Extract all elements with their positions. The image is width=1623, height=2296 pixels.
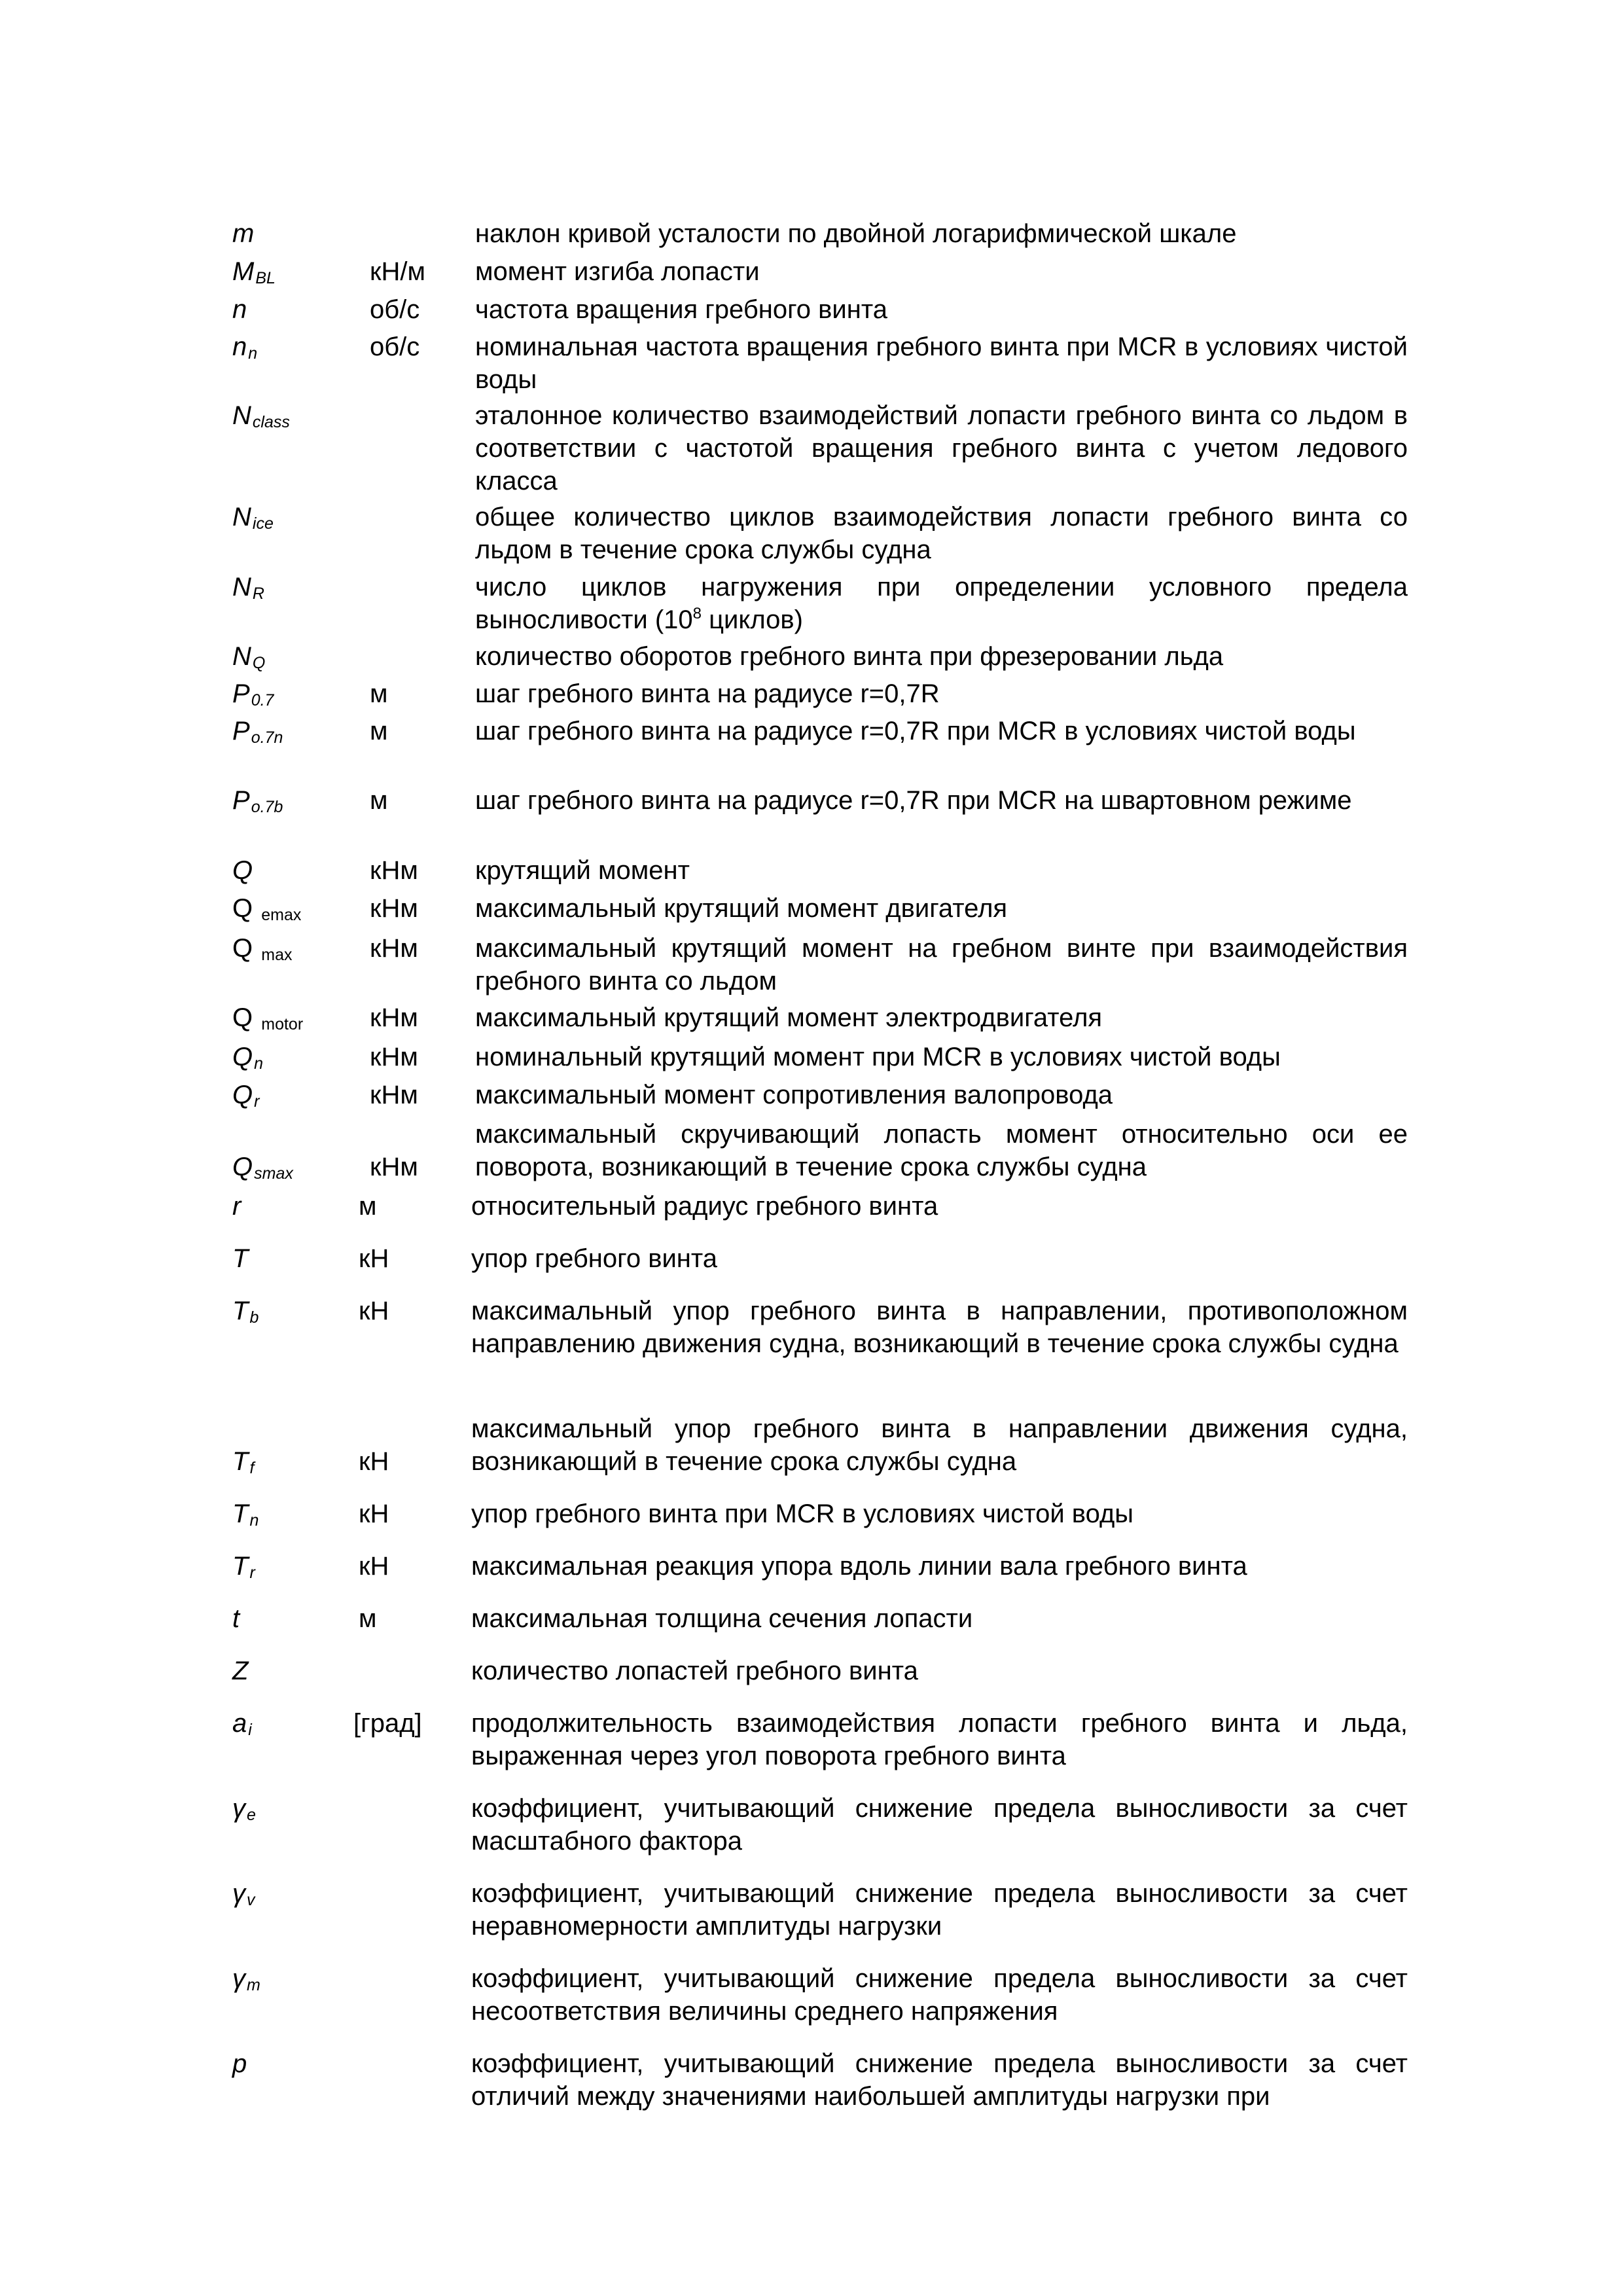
description: коэффициент, учитывающий снижение предела выносливости за счет масштабного фактора: [471, 1794, 1408, 1856]
symbol: $T_n$: [232, 1499, 259, 1530]
description: максимальный упор гребного винта в направлении движения судна, возникающий в течение срока службы судна: [471, 1414, 1408, 1476]
symbol: m: [232, 219, 255, 248]
description: эталонное количество взаимодействий лопасти гребного винта со льдом в соответствии с частотой вращения гребного винта с учетом ледового класса: [475, 401, 1408, 495]
symbol: $T_b$: [232, 1297, 259, 1327]
description: максимальный скручивающий лопасть момент относительно оси ее поворота, возникающий в течение срока службы судна: [475, 1120, 1408, 1181]
symbol: $P_{0.7}$: [232, 679, 274, 709]
unit: об/с: [370, 295, 420, 324]
description: максимальный момент сопротивления валопровода: [475, 1081, 1113, 1109]
unit: кН/м: [370, 257, 425, 286]
unit: кНм: [370, 934, 418, 963]
symbol: $P_{o.7n}$: [232, 717, 283, 747]
symbol: t: [232, 1604, 240, 1633]
symbol: $Q_n$: [232, 1043, 264, 1073]
description: общее количество циклов взаимодействия лопасти гребного винта со льдом в течение срока службы судна: [475, 503, 1408, 564]
description: момент изгиба лопасти: [475, 257, 760, 286]
symbol: p: [232, 2049, 247, 2078]
symbol: Q $_{motor}$: [232, 1003, 304, 1033]
description: крутящий момент: [475, 856, 690, 885]
description: максимальный упор гребного винта в направлении, противоположном направлению движения судна, возникающий в течение срока службы судна: [471, 1297, 1408, 1358]
description: номинальный крутящий момент при MCR в условиях чистой воды: [475, 1043, 1281, 1071]
description: упор гребного винта: [471, 1244, 718, 1273]
unit: м: [370, 679, 388, 708]
symbol: $T_r$: [232, 1552, 255, 1582]
symbol: $\gamma_m$: [232, 1964, 260, 1994]
unit: кНм: [370, 894, 418, 923]
symbol: $\gamma_e$: [232, 1794, 256, 1824]
unit: кН: [359, 1499, 389, 1528]
symbol: $N_{class}$: [232, 401, 290, 431]
description: наклон кривой усталости по двойной логарифмической шкале: [475, 219, 1237, 248]
symbol: $T_f$: [232, 1447, 255, 1477]
symbol: $Q_{smax}$: [232, 1153, 293, 1183]
unit: кНм: [370, 1003, 418, 1032]
symbol: $\gamma_v$: [232, 1879, 255, 1909]
description: максимальная толщина сечения лопасти: [471, 1604, 973, 1633]
symbol: n: [232, 295, 247, 324]
symbol: $P_{o.7b}$: [232, 786, 283, 816]
symbol: $a_i$: [232, 1709, 252, 1739]
description: номинальная частота вращения гребного винта при MCR в условиях чистой воды: [475, 332, 1408, 394]
symbol: T: [232, 1244, 249, 1273]
description: максимальный крутящий момент на гребном винте при взаимодействия гребного винта со льдом: [475, 934, 1408, 996]
description: максимальный крутящий момент электродвигателя: [475, 1003, 1103, 1032]
symbol: r: [232, 1192, 241, 1221]
unit: кН: [359, 1552, 389, 1581]
unit: кНм: [370, 1081, 418, 1109]
description: коэффициент, учитывающий снижение предела выносливости за счет неравномерности амплитуды нагрузки: [471, 1879, 1408, 1941]
symbol: $N_R$: [232, 573, 264, 603]
description: количество оборотов гребного винта при фрезеровании льда: [475, 642, 1224, 671]
description: шаг гребного винта на радиусе r=0,7R при MCR в условиях чистой воды: [475, 717, 1356, 745]
unit: кН: [359, 1447, 389, 1476]
symbol: $Q_r$: [232, 1081, 260, 1111]
unit: кНм: [370, 856, 418, 885]
unit: кН: [359, 1244, 389, 1273]
description: относительный радиус гребного винта: [471, 1192, 938, 1221]
description: упор гребного винта при MCR в условиях чистой воды: [471, 1499, 1134, 1528]
description: коэффициент, учитывающий снижение предела выносливости за счет несоответствия величины среднего напряжения: [471, 1964, 1408, 2026]
symbol: Q $_{emax}$: [232, 894, 302, 924]
unit: м: [359, 1192, 377, 1221]
unit: м: [359, 1604, 377, 1633]
symbol: $M_{BL}$: [232, 257, 276, 287]
description: частота вращения гребного винта: [475, 295, 887, 324]
symbol: $N_{ice}$: [232, 503, 274, 533]
description: количество лопастей гребного винта: [471, 1657, 918, 1685]
symbol: Z: [232, 1657, 249, 1685]
description: шаг гребного винта на радиусе r=0,7R при MCR на швартовном режиме: [475, 786, 1352, 815]
description: продолжительность взаимодействия лопасти гребного винта и льда, выраженная через угол поворота гребного винта: [471, 1709, 1408, 1770]
symbol: $N_Q$: [232, 642, 266, 672]
unit: м: [370, 786, 388, 815]
description: число циклов нагружения при определении условного предела выносливости ($10^8$ циклов): [475, 573, 1408, 634]
unit: кН: [359, 1297, 389, 1325]
unit: кНм: [370, 1153, 418, 1181]
symbol: $n_n$: [232, 332, 258, 363]
description: коэффициент, учитывающий снижение предела выносливости за счет отличий между значениями наибольшей амплитуды нагрузки при: [471, 2049, 1408, 2111]
symbol: Q $_{max}$: [232, 934, 293, 964]
symbol: Q: [232, 856, 253, 885]
description: шаг гребного винта на радиусе r=0,7R: [475, 679, 940, 708]
description: максимальный крутящий момент двигателя: [475, 894, 1008, 923]
unit: м: [370, 717, 388, 745]
unit: кНм: [370, 1043, 418, 1071]
description: максимальная реакция упора вдоль линии вала гребного винта: [471, 1552, 1247, 1581]
unit: об/с: [370, 332, 420, 361]
unit: [град]: [353, 1709, 422, 1738]
